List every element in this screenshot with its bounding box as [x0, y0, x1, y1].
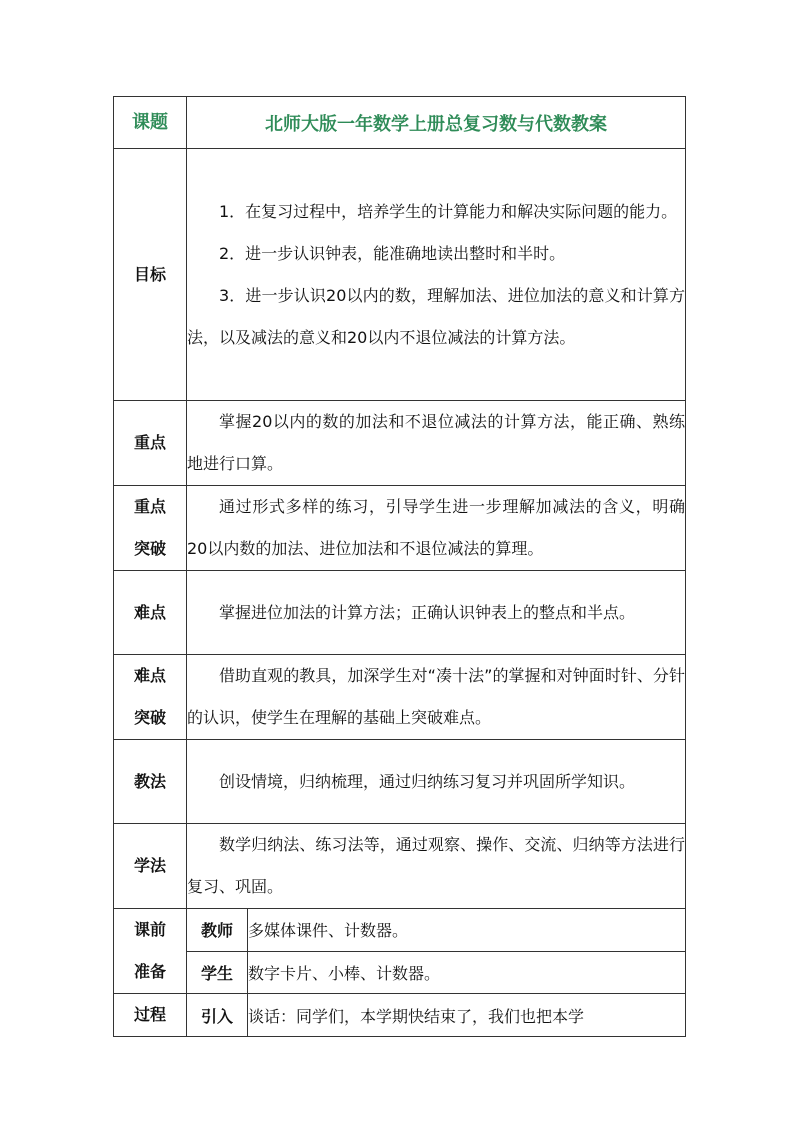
learning-method-row	[114, 824, 686, 909]
difficulty-content	[187, 571, 686, 655]
preparation-student-row	[114, 951, 686, 994]
teaching-method-row	[114, 740, 686, 824]
key-breakthrough-content	[187, 486, 686, 571]
difficulty-breakthrough-label-line-1: 难点	[133, 666, 166, 685]
key-points-content	[187, 401, 686, 486]
key-breakthrough-label-line-2: 突破	[133, 539, 166, 558]
student-materials: 数字卡片、小棒、计数器。	[248, 951, 686, 994]
teaching-method-text: 创设情境，归纳梳理，通过归纳练习复习并巩固所学知识。	[219, 771, 636, 791]
difficulty-row	[114, 571, 686, 655]
lesson-plan-table	[113, 96, 686, 1037]
process-row	[114, 994, 686, 1037]
goals-label: 目标	[114, 149, 187, 401]
intro-label: 引入	[187, 994, 248, 1037]
student-label: 学生	[187, 951, 248, 994]
learning-method-label: 学法	[114, 824, 187, 909]
teacher-label: 教师	[187, 909, 248, 952]
key-points-row	[114, 401, 686, 486]
key-breakthrough-label	[114, 486, 187, 571]
teaching-method-label: 教法	[114, 740, 187, 824]
difficulty-breakthrough-label	[114, 655, 187, 740]
goal-item: 2．进一步认识钟表，能准确地读出整时和半时。	[219, 243, 566, 263]
lesson-title: 北师大版一年数学上册总复习数与代数教案	[187, 97, 686, 149]
preparation-label-line-1: 课前	[133, 920, 166, 939]
intro-text: 谈话：同学们，本学期快结束了，我们也把本学	[248, 994, 686, 1037]
key-points-label: 重点	[114, 401, 187, 486]
difficulty-breakthrough-text: 借助直观的教具，加深学生对“凑十法”的掌握和对钟面时针、分针的认识，使学生在理解的基础上突破难点。	[187, 666, 685, 727]
difficulty-breakthrough-content	[187, 655, 686, 740]
teacher-materials: 多媒体课件、计数器。	[248, 909, 686, 952]
goals-content	[187, 149, 686, 401]
goal-item: 1．在复习过程中，培养学生的计算能力和解决实际问题的能力。	[219, 201, 678, 221]
key-breakthrough-text: 通过形式多样的练习，引导学生进一步理解加减法的含义，明确20以内数的加法、进位加法和不退位减法的算理。	[187, 497, 685, 558]
key-breakthrough-label-line-1: 重点	[133, 497, 166, 516]
teaching-method-content	[187, 740, 686, 824]
title-label: 课题	[114, 97, 187, 149]
difficulty-breakthrough-row	[114, 655, 686, 740]
title-row	[114, 97, 686, 149]
key-breakthrough-row	[114, 486, 686, 571]
goals-row	[114, 149, 686, 401]
difficulty-breakthrough-label-line-2: 突破	[133, 708, 166, 727]
key-points-text: 掌握20以内的数的加法和不退位减法的计算方法，能正确、熟练地进行口算。	[187, 412, 685, 473]
preparation-label-line-2: 准备	[133, 962, 166, 981]
goal-item: 3．进一步认识20以内的数，理解加法、进位加法的意义和计算方法，以及减法的意义和20以内不退位减法的计算方法。	[187, 285, 685, 347]
learning-method-text: 数学归纳法、练习法等，通过观察、操作、交流、归纳等方法进行复习、巩固。	[187, 835, 685, 896]
process-label: 过程	[114, 994, 187, 1037]
preparation-label	[114, 909, 187, 994]
difficulty-text: 掌握进位加法的计算方法；正确认识钟表上的整点和半点。	[219, 602, 636, 622]
learning-method-content	[187, 824, 686, 909]
preparation-teacher-row	[114, 909, 686, 952]
difficulty-label: 难点	[114, 571, 187, 655]
